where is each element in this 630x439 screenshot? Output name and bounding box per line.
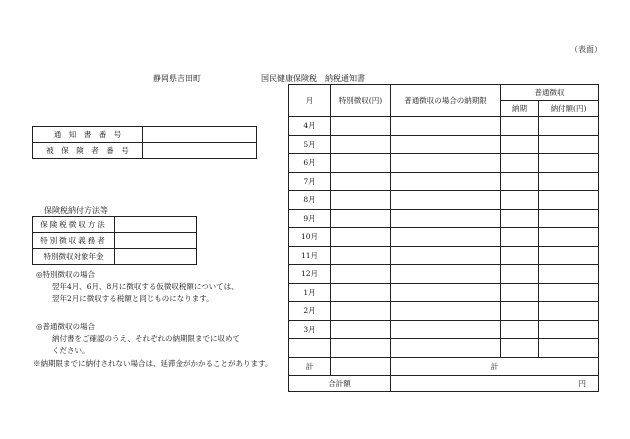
id-number-table [32, 126, 257, 159]
table-row [289, 209, 599, 228]
notice-number-value [143, 127, 257, 143]
normal-deadline-cell [391, 228, 501, 247]
blank-cell [331, 339, 391, 358]
special-amount-cell [331, 320, 391, 339]
grand-total-row [289, 375, 599, 391]
table-row [33, 217, 197, 233]
month-cell: 6月 [289, 154, 331, 173]
amount-cell [539, 135, 599, 154]
month-cell: 10月 [289, 228, 331, 247]
due-cell [501, 302, 539, 321]
table-row [33, 143, 257, 159]
blank-cell [289, 339, 331, 358]
month-cell: 3月 [289, 320, 331, 339]
table-row [289, 283, 599, 302]
table-row [289, 320, 599, 339]
special-amount-cell [331, 246, 391, 265]
normal-deadline-cell [391, 302, 501, 321]
special-amount-cell [331, 191, 391, 210]
normal-collection-line1: 納付書をご確認のうえ、それぞれの納期限までに収めて [52, 334, 240, 343]
normal-deadline-cell [391, 246, 501, 265]
collection-method-value [115, 217, 197, 233]
special-collection-line2: 翌年2月に徴収する税額と同じものになります。 [52, 294, 214, 303]
special-amount-cell [331, 302, 391, 321]
month-rows [289, 117, 599, 358]
month-cell: 2月 [289, 302, 331, 321]
insured-number-value [143, 143, 257, 159]
special-amount-cell [331, 117, 391, 136]
special-amount-cell [331, 172, 391, 191]
amount-cell [539, 172, 599, 191]
grand-total-yen: 円 [391, 375, 599, 391]
target-pension-value [115, 249, 197, 265]
month-cell: 8月 [289, 191, 331, 210]
total-label: 計 [289, 357, 331, 375]
collection-method-label: 保険税徴収方法 [33, 217, 115, 233]
amount-cell [539, 191, 599, 210]
payment-method-table [32, 216, 197, 265]
normal-deadline-cell [391, 154, 501, 173]
normal-deadline-cell [391, 283, 501, 302]
amount-cell [539, 320, 599, 339]
special-amount-cell [331, 209, 391, 228]
amount-cell [539, 302, 599, 321]
normal-deadline-column-header: 普通徴収の場合の納期限 [391, 85, 501, 117]
normal-deadline-cell [391, 117, 501, 136]
page-side-label: （表面） [570, 45, 602, 54]
document-title: 国民健康保険税 納税通知書 [261, 74, 365, 83]
blank-cell [539, 339, 599, 358]
special-collection-title: ◎特別徴収の場合 [36, 270, 96, 279]
blank-cell [391, 339, 501, 358]
special-collector-value [115, 233, 197, 249]
due-cell [501, 154, 539, 173]
amount-cell [539, 154, 599, 173]
month-cell: 4月 [289, 117, 331, 136]
due-cell [501, 265, 539, 284]
amount-cell [539, 283, 599, 302]
table-row [289, 246, 599, 265]
due-cell [501, 228, 539, 247]
normal-deadline-cell [391, 191, 501, 210]
notice-number-label: 通 知 書 番 号 [33, 127, 143, 143]
table-row [33, 127, 257, 143]
grand-total-label: 合計額 [289, 375, 391, 391]
special-collection-line1: 翌年4月、6月、8月に徴収する仮徴収税額については、 [52, 282, 239, 291]
normal-deadline-cell [391, 172, 501, 191]
table-header-row [289, 85, 599, 101]
amount-cell [539, 265, 599, 284]
amount-cell [539, 209, 599, 228]
total-middle-label: 計 [391, 357, 599, 375]
due-cell [501, 209, 539, 228]
table-row [289, 154, 599, 173]
special-amount-cell [331, 135, 391, 154]
special-collector-label: 特別徴収義務者 [33, 233, 115, 249]
amount-cell [539, 228, 599, 247]
due-cell [501, 172, 539, 191]
target-pension-label: 特別徴収対象年金 [33, 249, 115, 265]
month-column-header: 月 [289, 85, 331, 117]
due-cell [501, 283, 539, 302]
table-row [289, 117, 599, 136]
normal-deadline-cell [391, 209, 501, 228]
payment-method-title: 保険税納付方法等 [44, 206, 108, 215]
amount-cell [539, 117, 599, 136]
table-row [289, 191, 599, 210]
insured-number-label: 被 保 険 者 番 号 [33, 143, 143, 159]
table-row [289, 228, 599, 247]
normal-deadline-cell [391, 265, 501, 284]
table-row [289, 172, 599, 191]
table-row [289, 302, 599, 321]
month-cell: 5月 [289, 135, 331, 154]
special-amount-cell [331, 154, 391, 173]
special-amount-cell [331, 228, 391, 247]
table-row [289, 265, 599, 284]
monthly-schedule-table [288, 84, 599, 392]
month-cell: 9月 [289, 209, 331, 228]
special-amount-cell [331, 283, 391, 302]
municipality-name: 静岡県吉田町 [153, 74, 201, 83]
month-cell: 12月 [289, 265, 331, 284]
normal-collection-title: ◎普通徴収の場合 [36, 322, 96, 331]
amount-column-header: 納付額(円) [539, 101, 599, 117]
due-cell [501, 117, 539, 136]
month-cell: 11月 [289, 246, 331, 265]
table-row [33, 233, 197, 249]
normal-deadline-cell [391, 320, 501, 339]
due-cell [501, 191, 539, 210]
normal-collection-line2: ください。 [52, 346, 90, 355]
table-row [33, 249, 197, 265]
table-row [289, 135, 599, 154]
due-cell [501, 320, 539, 339]
total-special-cell [331, 357, 391, 375]
blank-cell [501, 339, 539, 358]
normal-deadline-cell [391, 135, 501, 154]
due-cell [501, 246, 539, 265]
amount-cell [539, 246, 599, 265]
month-cell: 1月 [289, 283, 331, 302]
normal-collection-column-header: 普通徴収 [501, 85, 599, 101]
overdue-notice: ※納期限までに納付されない場合は、延滞金がかかることがあります。 [33, 359, 273, 368]
due-cell [501, 135, 539, 154]
special-amount-cell [331, 265, 391, 284]
month-cell: 7月 [289, 172, 331, 191]
due-column-header: 納期 [501, 101, 539, 117]
special-collection-column-header: 特別徴収(円) [331, 85, 391, 117]
total-row [289, 357, 599, 375]
table-row [289, 339, 599, 358]
